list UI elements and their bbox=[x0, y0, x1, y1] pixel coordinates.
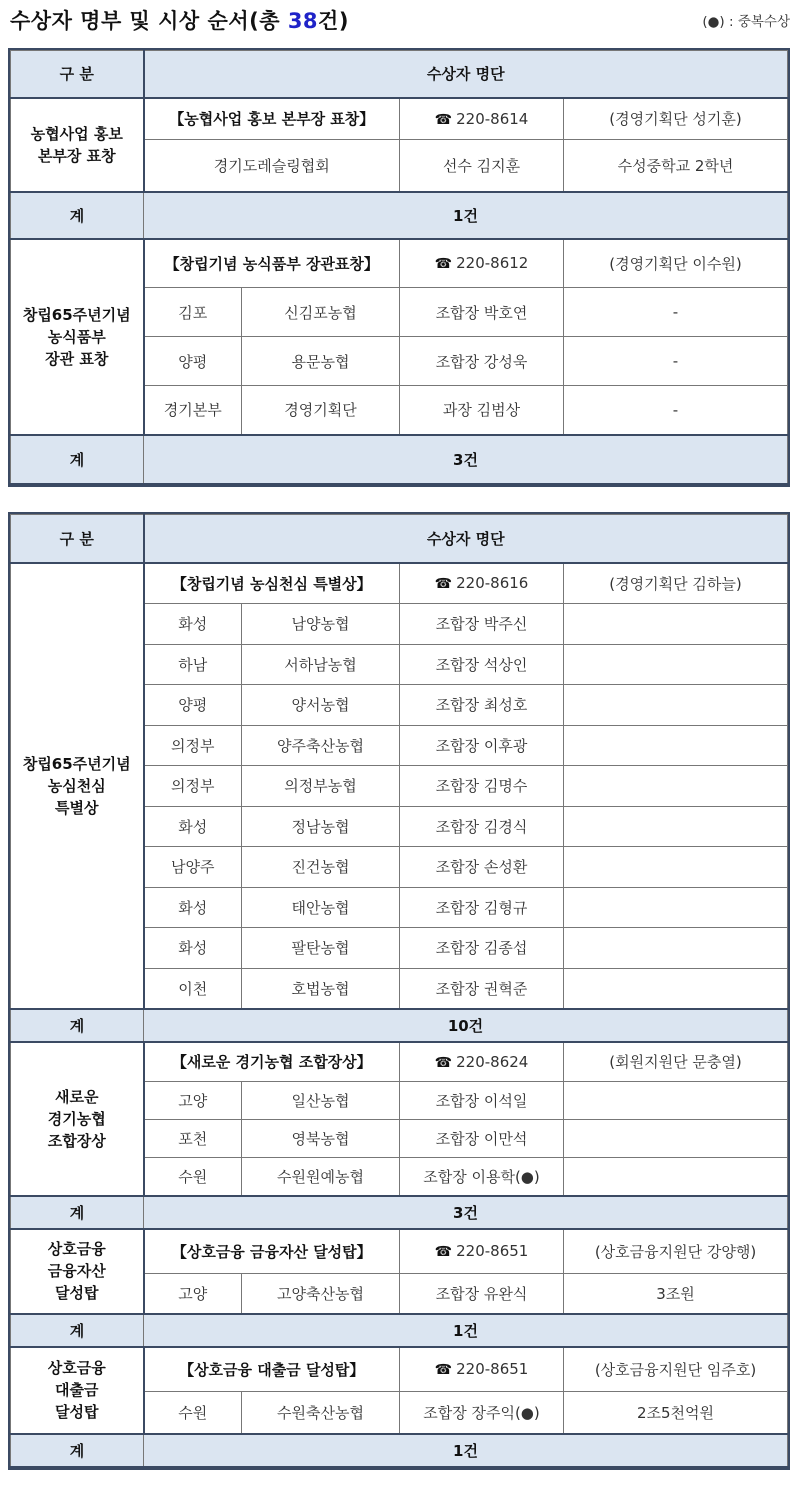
region-cell: 김포 bbox=[144, 288, 242, 337]
total-value: 10건 bbox=[144, 1009, 788, 1042]
header-list: 수상자 명단 bbox=[144, 515, 788, 563]
region-cell: 이천 bbox=[144, 968, 242, 1009]
total-label: 계 bbox=[11, 1009, 144, 1042]
contact-cell: (경영기획단 이수원) bbox=[564, 239, 788, 288]
phone-icon: ☎ bbox=[434, 111, 453, 128]
total-value: 3건 bbox=[144, 1196, 788, 1229]
award-title: 【창립기념 농식품부 장관표창】 bbox=[144, 239, 400, 288]
note-cell: 2조5천억원 bbox=[564, 1392, 788, 1434]
total-count: 38 bbox=[287, 9, 319, 33]
total-value: 1건 bbox=[144, 1434, 788, 1467]
org-cell: 일산농협 bbox=[242, 1082, 400, 1120]
award-table-2 bbox=[8, 512, 790, 1470]
total-label: 계 bbox=[11, 192, 144, 239]
role-cell: 조합장 김명수 bbox=[400, 766, 564, 807]
region-cell: 의정부 bbox=[144, 766, 242, 807]
note-cell bbox=[564, 766, 788, 807]
phone-cell: ☎ 220-8616 bbox=[400, 563, 564, 604]
org-cell: 수원원예농협 bbox=[242, 1158, 400, 1196]
org-cell: 서하남농협 bbox=[242, 644, 400, 685]
region-cell: 화성 bbox=[144, 887, 242, 928]
page-title: 수상자 명부 및 시상 순서(총 38건) bbox=[10, 9, 349, 33]
org-cell: 영북농협 bbox=[242, 1120, 400, 1158]
note-cell bbox=[564, 968, 788, 1009]
role-cell: 조합장 강성욱 bbox=[400, 337, 564, 386]
region-cell: 경기본부 bbox=[144, 386, 242, 435]
phone-cell: ☎ 220-8612 bbox=[400, 239, 564, 288]
region-cell: 수원 bbox=[144, 1392, 242, 1434]
role-cell: 조합장 박호연 bbox=[400, 288, 564, 337]
contact-cell: (상호금융지원단 강양행) bbox=[564, 1229, 788, 1274]
contact-cell: (경영기획단 성기훈) bbox=[564, 98, 788, 140]
org-cell: 태안농협 bbox=[242, 887, 400, 928]
note-cell bbox=[564, 644, 788, 685]
phone-cell: ☎ 220-8614 bbox=[400, 98, 564, 140]
contact-cell: (회원지원단 문충열) bbox=[564, 1042, 788, 1082]
award-title: 【상호금융 대출금 달성탑】 bbox=[144, 1347, 400, 1392]
role-cell: 조합장 박주신 bbox=[400, 604, 564, 645]
org-cell: 진건농협 bbox=[242, 847, 400, 888]
total-label: 계 bbox=[11, 1434, 144, 1467]
role-cell: 조합장 장주익(●) bbox=[400, 1392, 564, 1434]
org-cell: 경영기획단 bbox=[242, 386, 400, 435]
note-cell bbox=[564, 604, 788, 645]
region-cell: 고양 bbox=[144, 1274, 242, 1314]
note-cell bbox=[564, 806, 788, 847]
note-cell bbox=[564, 847, 788, 888]
org-cell: 고양축산농협 bbox=[242, 1274, 400, 1314]
region-cell: 양평 bbox=[144, 337, 242, 386]
note-cell: - bbox=[564, 288, 788, 337]
org-cell: 남양농협 bbox=[242, 604, 400, 645]
region-cell: 수원 bbox=[144, 1158, 242, 1196]
phone-cell: ☎ 220-8651 bbox=[400, 1229, 564, 1274]
category-cell: 창립65주년기념 농심천심 특별상 bbox=[11, 563, 144, 1009]
contact-cell: (경영기획단 김하늘) bbox=[564, 563, 788, 604]
total-value: 3건 bbox=[144, 435, 788, 484]
region-cell: 남양주 bbox=[144, 847, 242, 888]
note-cell bbox=[564, 1158, 788, 1196]
phone-icon: ☎ bbox=[434, 576, 453, 593]
category-cell: 상호금융 대출금 달성탑 bbox=[11, 1347, 144, 1434]
note-cell: 수성중학교 2학년 bbox=[564, 140, 788, 192]
org-cell: 의정부농협 bbox=[242, 766, 400, 807]
region-cell: 화성 bbox=[144, 928, 242, 969]
note-cell: 3조원 bbox=[564, 1274, 788, 1314]
award-title: 【새로운 경기농협 조합장상】 bbox=[144, 1042, 400, 1082]
header-list: 수상자 명단 bbox=[144, 51, 788, 98]
region-cell: 고양 bbox=[144, 1082, 242, 1120]
phone-icon: ☎ bbox=[434, 1054, 453, 1071]
duplicate-legend: (●) : 중복수상 bbox=[702, 14, 790, 30]
org-cell: 정남농협 bbox=[242, 806, 400, 847]
phone-cell: ☎ 220-8624 bbox=[400, 1042, 564, 1082]
note-cell bbox=[564, 928, 788, 969]
org-cell: 신김포농협 bbox=[242, 288, 400, 337]
region-cell: 포천 bbox=[144, 1120, 242, 1158]
role-cell: 조합장 권혁준 bbox=[400, 968, 564, 1009]
total-label: 계 bbox=[11, 1314, 144, 1347]
category-cell: 상호금융 금융자산 달성탑 bbox=[11, 1229, 144, 1314]
org-cell: 호법농협 bbox=[242, 968, 400, 1009]
total-value: 1건 bbox=[144, 1314, 788, 1347]
header-category: 구 분 bbox=[11, 51, 144, 98]
role-cell: 조합장 석상인 bbox=[400, 644, 564, 685]
note-cell: - bbox=[564, 386, 788, 435]
role-cell: 조합장 최성호 bbox=[400, 685, 564, 726]
award-table-1 bbox=[8, 48, 790, 487]
role-cell: 과장 김범상 bbox=[400, 386, 564, 435]
org-cell: 양주축산농협 bbox=[242, 725, 400, 766]
region-cell: 의정부 bbox=[144, 725, 242, 766]
note-cell: - bbox=[564, 337, 788, 386]
role-cell: 조합장 김경식 bbox=[400, 806, 564, 847]
award-title: 【농협사업 홍보 본부장 표창】 bbox=[144, 98, 400, 140]
category-cell: 새로운 경기농협 조합장상 bbox=[11, 1042, 144, 1196]
total-label: 계 bbox=[11, 435, 144, 484]
phone-icon: ☎ bbox=[434, 1362, 453, 1379]
header-category: 구 분 bbox=[11, 515, 144, 563]
note-cell bbox=[564, 725, 788, 766]
category-cell: 농협사업 홍보 본부장 표창 bbox=[11, 98, 144, 192]
org-cell: 수원축산농협 bbox=[242, 1392, 400, 1434]
role-cell: 조합장 김형규 bbox=[400, 887, 564, 928]
phone-icon: ☎ bbox=[434, 256, 453, 273]
org-cell: 경기도레슬링협회 bbox=[144, 140, 400, 192]
region-cell: 양평 bbox=[144, 685, 242, 726]
category-cell: 창립65주년기념 농식품부 장관 표창 bbox=[11, 239, 144, 435]
note-cell bbox=[564, 887, 788, 928]
org-cell: 용문농협 bbox=[242, 337, 400, 386]
org-cell: 양서농협 bbox=[242, 685, 400, 726]
role-cell: 조합장 이후광 bbox=[400, 725, 564, 766]
role-cell: 조합장 이만석 bbox=[400, 1120, 564, 1158]
region-cell: 화성 bbox=[144, 806, 242, 847]
phone-icon: ☎ bbox=[434, 1244, 453, 1261]
role-cell: 조합장 유완식 bbox=[400, 1274, 564, 1314]
award-title: 【창립기념 농심천심 특별상】 bbox=[144, 563, 400, 604]
award-title: 【상호금융 금융자산 달성탑】 bbox=[144, 1229, 400, 1274]
role-cell: 조합장 손성환 bbox=[400, 847, 564, 888]
note-cell bbox=[564, 685, 788, 726]
region-cell: 하남 bbox=[144, 644, 242, 685]
contact-cell: (상호금융지원단 임주호) bbox=[564, 1347, 788, 1392]
phone-cell: ☎ 220-8651 bbox=[400, 1347, 564, 1392]
note-cell bbox=[564, 1120, 788, 1158]
role-cell: 조합장 김종섭 bbox=[400, 928, 564, 969]
region-cell: 화성 bbox=[144, 604, 242, 645]
role-cell: 선수 김지훈 bbox=[400, 140, 564, 192]
org-cell: 팔탄농협 bbox=[242, 928, 400, 969]
total-label: 계 bbox=[11, 1196, 144, 1229]
total-value: 1건 bbox=[144, 192, 788, 239]
role-cell: 조합장 이용학(●) bbox=[400, 1158, 564, 1196]
role-cell: 조합장 이석일 bbox=[400, 1082, 564, 1120]
note-cell bbox=[564, 1082, 788, 1120]
